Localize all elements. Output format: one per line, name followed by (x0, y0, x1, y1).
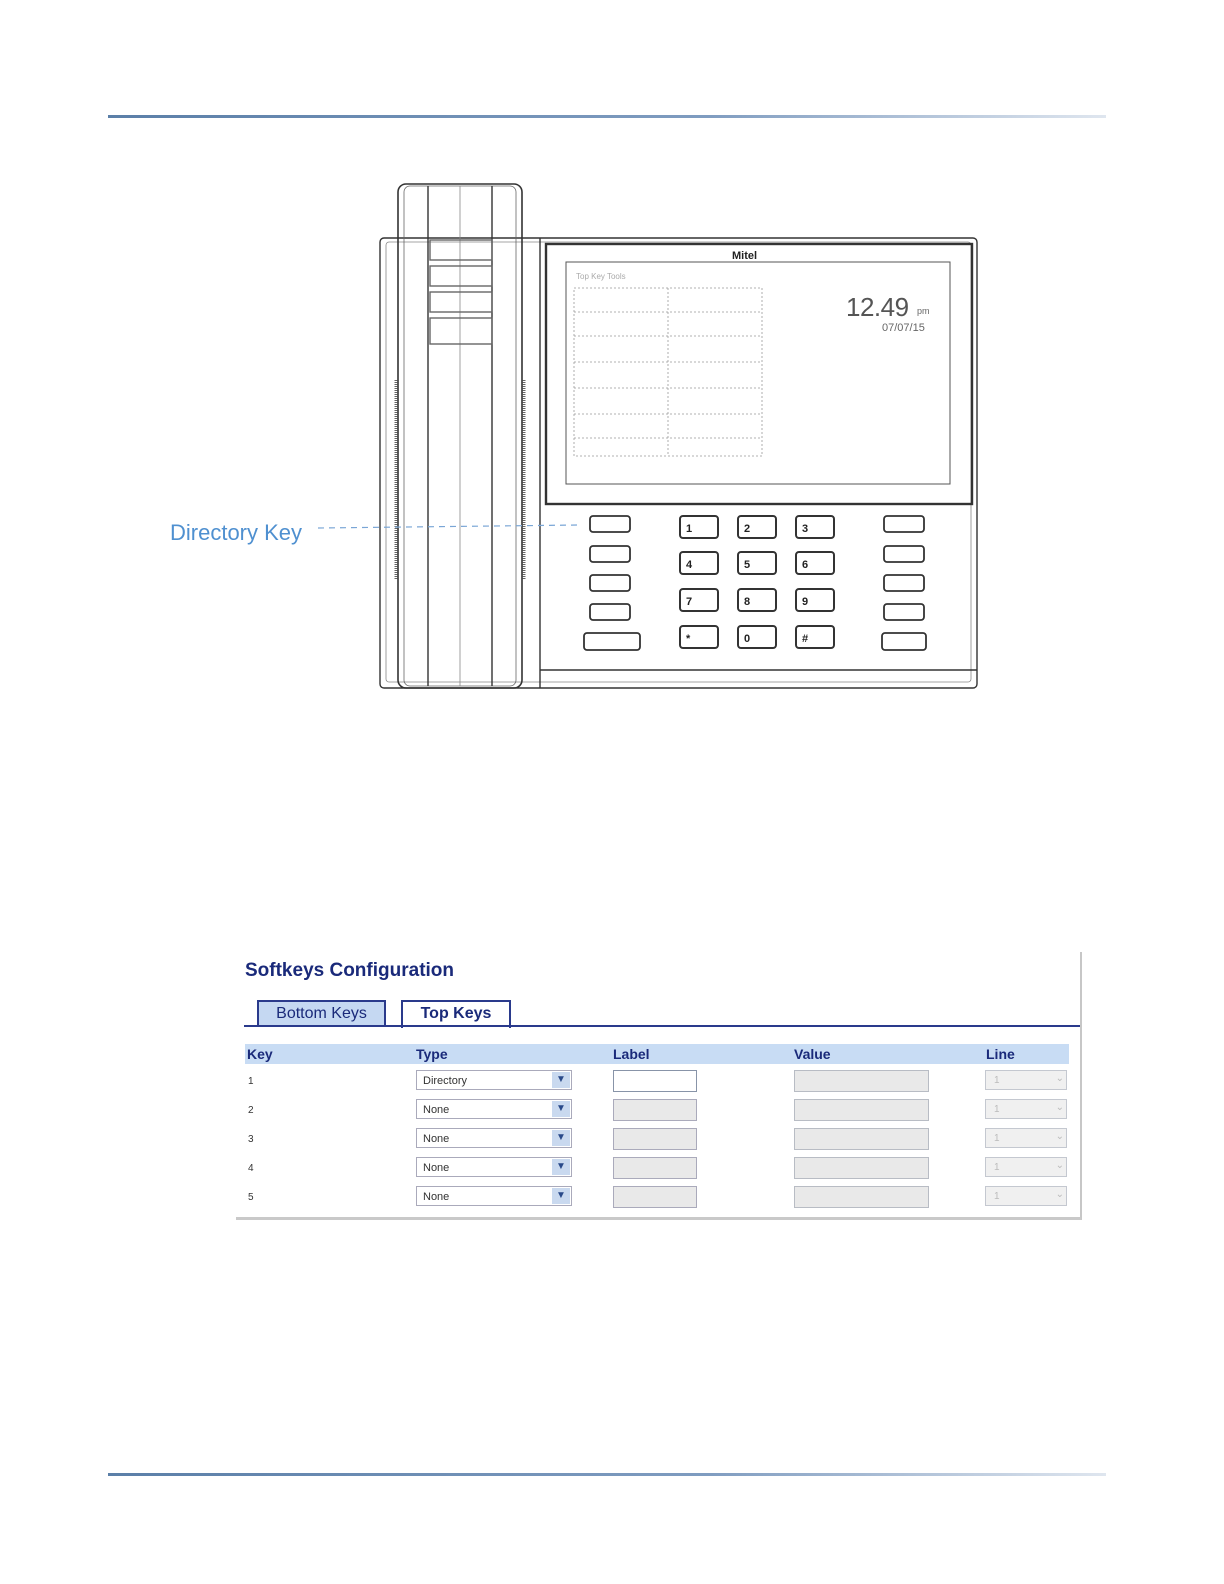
type-value: None (423, 1191, 450, 1203)
keypad-digit: 9 (802, 596, 809, 608)
type-value: None (423, 1133, 450, 1145)
keypad-digit: # (802, 633, 809, 645)
chevron-down-icon[interactable]: ▼ (552, 1188, 570, 1204)
type-select[interactable] (416, 1128, 572, 1148)
chevron-down-icon[interactable]: ▼ (552, 1072, 570, 1088)
key-number: 4 (248, 1163, 254, 1174)
keypad-digit: 2 (744, 523, 751, 535)
key-number: 1 (248, 1076, 254, 1087)
key-number: 5 (248, 1192, 254, 1203)
table-row (236, 1157, 1082, 1186)
column-header-line: Line (986, 1046, 1015, 1062)
screen-clock: 12.49 (846, 292, 909, 322)
chevron-down-icon: ⌄ (1055, 1189, 1064, 1200)
line-value: 1 (994, 1104, 1000, 1115)
header-rule (108, 115, 1106, 118)
label-input (613, 1099, 697, 1121)
chevron-down-icon: ⌄ (1055, 1073, 1064, 1084)
type-select[interactable] (416, 1157, 572, 1177)
table-row (236, 1070, 1082, 1099)
column-header-value: Value (794, 1046, 831, 1062)
type-value: None (423, 1162, 450, 1174)
line-value: 1 (994, 1075, 1000, 1086)
value-input (794, 1070, 929, 1092)
keypad-digit: 7 (686, 596, 693, 608)
table-row (236, 1128, 1082, 1157)
softkeys-configuration-panel (236, 952, 1082, 1220)
phone-drawing (160, 170, 990, 700)
phone-screen (546, 244, 972, 504)
type-select[interactable] (416, 1186, 572, 1206)
keypad-digit: 5 (744, 559, 751, 571)
panel-title: Softkeys Configuration (245, 960, 455, 981)
line-select (985, 1157, 1067, 1177)
label-input (613, 1157, 697, 1179)
chevron-down-icon: ⌄ (1055, 1160, 1064, 1171)
chevron-down-icon[interactable]: ▼ (552, 1101, 570, 1117)
tab-bottom-keys[interactable]: Bottom Keys (257, 1000, 386, 1026)
type-value: Directory (423, 1075, 468, 1087)
label-input (613, 1128, 697, 1150)
line-value: 1 (994, 1162, 1000, 1173)
label-input[interactable] (613, 1070, 697, 1092)
keypad-digit: 0 (744, 633, 751, 645)
value-input (794, 1157, 929, 1179)
tab-top-keys[interactable]: Top Keys (401, 1000, 511, 1028)
value-input (794, 1128, 929, 1150)
chevron-down-icon[interactable]: ▼ (552, 1130, 570, 1146)
keypad-digit: 1 (686, 523, 693, 535)
screen-clock-ampm: pm (917, 306, 930, 316)
line-select (985, 1128, 1067, 1148)
brand-logo: Mitel (732, 250, 758, 262)
table-row (236, 1186, 1082, 1215)
keypad-digit: 4 (686, 559, 693, 571)
label-input (613, 1186, 697, 1208)
directory-key (590, 516, 630, 532)
value-input (794, 1186, 929, 1208)
chevron-down-icon: ⌄ (1055, 1131, 1064, 1142)
table-header (245, 1044, 1069, 1064)
callout-label: Directory Key (170, 520, 303, 545)
footer-rule (108, 1473, 1106, 1476)
keypad-digit: 3 (802, 523, 809, 535)
key-number: 2 (248, 1105, 254, 1116)
column-header-label: Label (613, 1046, 650, 1062)
callout-leader (318, 525, 580, 528)
line-select (985, 1070, 1067, 1090)
keypad-digit: * (686, 633, 691, 645)
value-input (794, 1099, 929, 1121)
screen-date: 07/07/15 (882, 322, 925, 334)
table-row (236, 1099, 1082, 1128)
type-select[interactable] (416, 1070, 572, 1090)
line-select (985, 1186, 1067, 1206)
screen-title: Top Key Tools (576, 272, 626, 281)
chevron-down-icon: ⌄ (1055, 1102, 1064, 1113)
type-value: None (423, 1104, 450, 1116)
key-number: 3 (248, 1134, 254, 1145)
line-value: 1 (994, 1133, 1000, 1144)
keypad-digit: 6 (802, 559, 809, 571)
line-value: 1 (994, 1191, 1000, 1202)
chevron-down-icon[interactable]: ▼ (552, 1159, 570, 1175)
column-header-type: Type (416, 1046, 448, 1062)
tab-underline (244, 1025, 1080, 1027)
line-select (985, 1099, 1067, 1119)
column-header-key: Key (247, 1046, 273, 1062)
keypad-digit: 8 (744, 596, 751, 608)
phone-illustration (160, 170, 990, 700)
type-select[interactable] (416, 1099, 572, 1119)
